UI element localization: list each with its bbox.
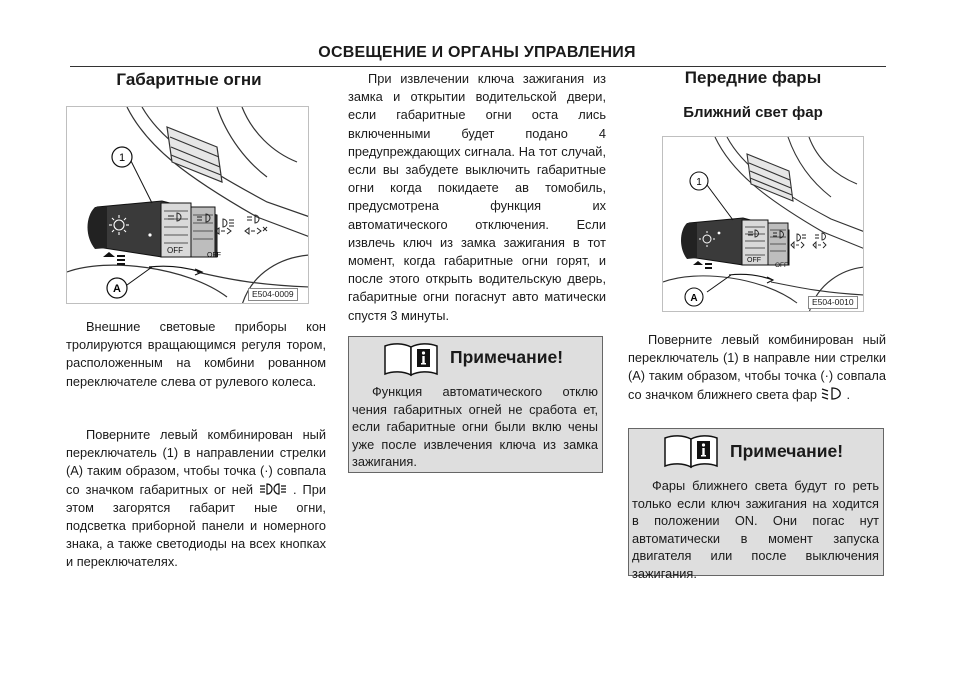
side-lights-icon: [259, 482, 293, 496]
left-paragraph-1: Внешние световые приборы кон тролируются вращающимся регуля тором, расположенным на комбини рованном переключателе слева от рулевого колеса.: [66, 319, 326, 389]
right-subheading: Ближний свет фар: [683, 104, 823, 121]
off-label-left: OFF: [167, 246, 183, 255]
note-box-middle: [348, 336, 603, 473]
manual-book-icon: [663, 433, 719, 469]
switch-illustration: [67, 107, 309, 304]
left-paragraph-2-text: Поверните левый комбинирован ный переключатель (1) в направлении стрелки (A) таким образом, чтобы точка (·) совпала со значком габаритных ог ней: [66, 427, 326, 497]
callout-a-left: A: [113, 283, 121, 295]
callout-1-left: 1: [118, 152, 126, 164]
callout-1-right: 1: [696, 177, 702, 188]
switch-illustration-right: [663, 137, 864, 312]
note-title-right: Примечание!: [730, 441, 844, 461]
right-paragraph-text: Поверните левый комбинирован ный переключатель (1) в направле нии стрелки (A) таким образом, чтобы точка (·) совпала со значком ближнего света фар: [628, 332, 886, 402]
figure-code-left: E504-0009: [248, 288, 298, 301]
note-body-right: Фары ближнего света будут го реть только если ключ зажигания на ходится в положении ON. Они погас нут автоматически в момент запуска двигателя или после выключения зажигания.: [632, 478, 879, 581]
off-label-right: OFF: [747, 257, 761, 264]
figure-side-lights: [66, 106, 309, 304]
left-column: [66, 68, 328, 90]
callout-a-right: A: [690, 293, 698, 304]
note-title-middle: Примечание!: [450, 347, 564, 367]
left-paragraph-2: [66, 426, 326, 572]
left-heading: Габаритные огни: [116, 70, 262, 89]
figure-low-beam: [662, 136, 864, 312]
off-label-left-2: OFF: [207, 252, 221, 259]
middle-paragraph: При извлечении ключа зажигания из замка и открытии водительской двери, если габаритные огни оста лись включенными будет подано 4 предупреждающих сигнала. На тот случай, если вы забудете выключить габаритные огни когда покидаете ав томобиль, предусмотрена функция их автоматического отключения. Если извлечь ключ из замка зажигания в тот момент, когда габаритные огни горят, и после этого открыть водительскую дверь, габаритные огни погаснут авто матически спустя 3 минуты.: [348, 71, 606, 323]
left-paragraph-2-text-end: . При этом загорятся габарит ные огни, подсветка приборной панели и номерного знака, а также светодиоды на всех кнопках и переключателях.: [66, 481, 327, 570]
note-box-right: [628, 428, 884, 581]
note-body-middle: Функция автоматического отклю чения габаритных огней не сработа ет, если габаритные огни были вклю чены уже после извлечения ключа из замка зажигания.: [352, 384, 598, 470]
right-paragraph-text-end: .: [846, 386, 851, 402]
header-rule: [70, 66, 886, 67]
manual-book-icon: [383, 341, 439, 377]
page-header: ОСВЕЩЕНИЕ И ОРГАНЫ УПРАВЛЕНИЯ: [318, 44, 636, 61]
low-beam-icon: [821, 386, 847, 401]
right-paragraph: [628, 331, 886, 404]
off-label-right-2: OFF: [775, 262, 788, 269]
right-heading: Передние фары: [684, 68, 822, 87]
figure-code-right: E504-0010: [808, 296, 858, 309]
